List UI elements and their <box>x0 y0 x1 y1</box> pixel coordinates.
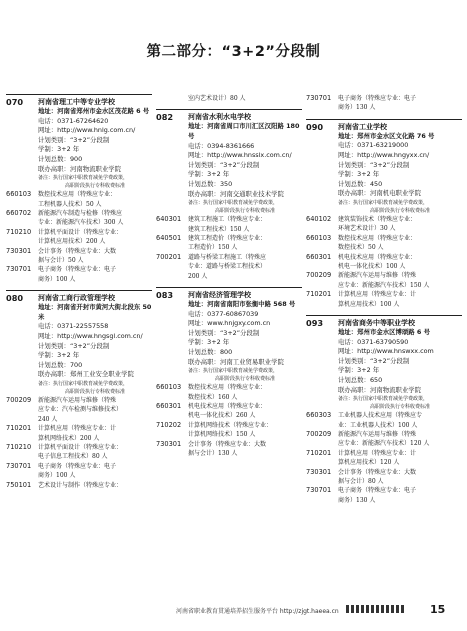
major-text <box>188 234 302 253</box>
major-line: 环境艺术设计）30 人 <box>338 225 396 233</box>
school-detail: 计划总数：350 <box>188 179 233 188</box>
major-text <box>38 209 152 228</box>
major-code: 660103 <box>306 233 332 242</box>
major-line: 数控技术）50 人 <box>338 244 384 252</box>
major-code: 710201 <box>6 424 32 433</box>
major-line: 会计事务（特殊应专业：大数 <box>188 440 267 448</box>
major-row <box>6 462 152 481</box>
school-note: 高职阶段执行专科收费标准 <box>64 183 125 190</box>
school-detail: 计划类别：“3+2”分段制 <box>38 135 110 144</box>
major-code: 660702 <box>6 208 32 217</box>
major-line: 计算机应用（特殊应专业：计 <box>338 291 417 299</box>
major-code: 730701 <box>306 486 332 495</box>
major-line: 艺术设计与制作（特殊应专业： <box>38 481 123 489</box>
major-row <box>306 411 462 430</box>
school-detail: 电话：0394-8361666 <box>188 141 255 150</box>
major-line: 200 人 <box>188 272 208 280</box>
major-code: 660303 <box>306 411 332 420</box>
school-detail: 计划总数：800 <box>188 347 233 356</box>
school-detail: 电话：0371-22557558 <box>38 322 109 331</box>
school-note: 高职阶段执行专科收费标准 <box>214 376 275 383</box>
major-line: 电子商务（特殊应专业：电子 <box>38 266 117 274</box>
school-detail: 学制：3+2 年 <box>38 145 80 154</box>
major-row <box>6 396 152 424</box>
major-row <box>306 94 462 113</box>
school-detail: 联办高职：河南物流职业学院 <box>38 164 122 173</box>
school-header <box>306 122 462 215</box>
school-header <box>6 97 152 190</box>
major-code: 730301 <box>306 467 332 476</box>
school-info <box>188 290 302 383</box>
school-header <box>156 290 302 383</box>
school-info <box>38 97 152 190</box>
major-row <box>6 190 152 209</box>
major-line: 数控技术应用（特殊应专业： <box>38 191 117 199</box>
column-left <box>6 94 152 490</box>
major-line: 据与会计）80 人 <box>338 478 384 486</box>
major-text <box>338 411 462 430</box>
major-line: 计算机应用技术）200 人 <box>38 238 106 246</box>
school-detail: 联办高职：郑州工业安全职业学院 <box>38 370 134 379</box>
major-text <box>38 424 152 443</box>
school-detail: 网址：http://www.hngyxx.cn/ <box>338 151 430 159</box>
major-line: 机电技术应用（特殊应专业： <box>188 402 267 410</box>
page-title: 第二部分：“3+2”分段制 <box>146 44 321 60</box>
major-line: 计算机平面设计（特殊应专业： <box>38 228 123 236</box>
major-row <box>156 253 302 281</box>
major-row <box>156 234 302 253</box>
school-detail: 电话：0371-67264620 <box>38 116 109 125</box>
school-detail: 网址：http://www.hngsgl.com.cn/ <box>38 332 143 340</box>
major-code: 640102 <box>306 214 332 223</box>
major-row <box>306 253 462 272</box>
major-text <box>188 215 302 234</box>
school-detail: 计划类别：“3+2”分段制 <box>338 160 410 169</box>
school-detail: 计划总数：650 <box>338 376 383 384</box>
major-line: 电子商务（特殊应专业：电子 <box>38 462 117 470</box>
major-text <box>188 440 302 459</box>
school-block <box>156 109 302 281</box>
school-code: 093 <box>306 318 324 329</box>
major-row <box>6 424 152 443</box>
major-line: 新能源汽车运用与维修（特殊 <box>338 431 417 438</box>
major-code: 700209 <box>306 430 332 438</box>
major-row <box>6 228 152 247</box>
major-code: 710201 <box>306 448 332 457</box>
major-row <box>306 234 462 253</box>
school-block <box>156 287 302 458</box>
major-line: 机电一体化技术）100 人 <box>338 263 406 270</box>
major-line: 应专业：新能源汽车技术）120 人 <box>338 440 430 448</box>
major-text <box>38 396 152 424</box>
school-note: 高职阶段执行专科收费标准 <box>64 388 125 395</box>
major-line: 建筑装饰技术（特殊应专业： <box>338 215 417 223</box>
major-line: 240 人 <box>38 415 58 423</box>
major-code: 730301 <box>156 439 182 448</box>
school-note: 备注：执行国家中职教育减免学费政策， <box>338 199 429 206</box>
major-line: 算机应用技术）100 人 <box>338 300 400 308</box>
column-right <box>306 94 462 505</box>
school-block <box>306 119 462 309</box>
major-line: 会计事务（特殊应专业：大数 <box>38 247 117 255</box>
school-detail: 计划类别：“3+2”分段制 <box>188 160 260 169</box>
major-line: 计算机平面设计（特殊应专业： <box>38 444 123 451</box>
major-line: 据与会计）50 人 <box>38 257 84 264</box>
major-text <box>338 215 462 234</box>
major-line: 数控技术应用（特殊应专业： <box>188 384 267 392</box>
major-row <box>306 290 462 309</box>
major-text <box>38 247 152 266</box>
major-line: 工程造价）150 人 <box>188 244 238 252</box>
section-rule <box>156 109 302 110</box>
major-code: 660301 <box>156 401 182 410</box>
school-detail: 计划类别：“3+2”分段制 <box>338 356 410 365</box>
major-code: 660103 <box>6 190 32 199</box>
major-row <box>156 215 302 234</box>
school-name: 河南省商务中等职业学校 <box>338 319 415 328</box>
major-line: 计算机网络技术（特殊应专业： <box>188 421 273 429</box>
school-code: 080 <box>6 293 24 304</box>
major-line: 电子商务（特殊应专业：电子 <box>338 487 417 495</box>
major-code: 710201 <box>306 290 332 299</box>
major-line: 商务）100 人 <box>38 275 76 283</box>
school-detail: 网址：http://www.hnswxx.com <box>338 347 434 356</box>
school-detail: 地址：河南省周口市川汇区汉阳路 180 号 <box>188 122 300 140</box>
major-code: 730701 <box>6 265 32 274</box>
school-detail: 电话：0371-63219000 <box>338 141 409 150</box>
major-row <box>6 209 152 228</box>
school-detail: 地址：郑州市金水区博颂路 6 号 <box>338 328 430 337</box>
school-detail: 计划类别：“3+2”分段制 <box>188 328 260 337</box>
major-row <box>156 402 302 421</box>
major-row <box>306 449 462 468</box>
school-detail: 网址：http://www.hnsslx.com.cn/ <box>188 151 292 160</box>
major-row <box>156 421 302 440</box>
major-code: 700209 <box>306 271 332 280</box>
footer-platform-text: 河南省职业教育贯通培养招生服务平台 http://zjgt.haeea.cn <box>176 608 339 615</box>
major-code: 700209 <box>6 395 32 404</box>
major-line: 据与会计）130 人 <box>188 450 238 457</box>
school-note: 备注：执行国家中职教育减免学费政策， <box>338 396 429 403</box>
school-detail: 地址：河南省南阳市张衡中路 568 号 <box>188 300 296 308</box>
major-line: 商务）100 人 <box>38 472 76 480</box>
school-note: 高职阶段执行专科收费标准 <box>214 208 275 215</box>
major-row <box>306 468 462 487</box>
major-code: 750101 <box>6 480 32 489</box>
major-text <box>188 94 302 103</box>
school-detail: 计划总数：450 <box>338 179 383 188</box>
major-text <box>338 290 462 309</box>
major-text <box>338 449 462 468</box>
school-header <box>156 112 302 215</box>
major-text <box>338 430 462 449</box>
major-line: 建筑工程施工（特殊应专业： <box>188 216 267 224</box>
school-note: 备注：执行国家中职教育减免学费政策， <box>188 200 279 207</box>
major-row <box>306 430 462 449</box>
school-info <box>38 293 152 396</box>
major-line: 业：工业机器人技术）100 人 <box>338 421 418 429</box>
school-note: 高职阶段执行专科收费标准 <box>369 207 430 214</box>
school-detail: 学制：3+2 年 <box>188 170 230 179</box>
major-code: 660301 <box>306 252 332 261</box>
major-text <box>338 486 462 505</box>
school-detail: 地址：郑州市金水区文化路 76 号 <box>338 131 435 140</box>
school-info <box>338 122 462 215</box>
major-row <box>156 94 302 103</box>
major-line: 商务）130 人 <box>338 496 376 504</box>
major-text <box>38 190 152 209</box>
major-code: 700201 <box>156 252 182 261</box>
major-line: 应专业：新能源汽车技术）150 人 <box>338 281 430 289</box>
school-detail: 学制：3+2 年 <box>188 338 230 347</box>
school-detail: 联办高职：河南物流职业学院 <box>338 385 422 394</box>
major-text <box>338 234 462 253</box>
major-line: 建筑工程技术）150 人 <box>188 225 250 233</box>
major-line: 工程机器人技术）50 人 <box>38 200 102 208</box>
major-line: 应专业：汽车检测与维修技术） <box>38 406 123 414</box>
school-name: 河南省理工中等专业学校 <box>38 98 115 106</box>
major-text <box>338 271 462 290</box>
school-detail: 地址：河南省开封市黄河大街北段东 50 米 <box>38 303 152 321</box>
major-line: 商务）130 人 <box>338 104 376 112</box>
school-header <box>306 318 462 411</box>
school-block <box>156 94 302 103</box>
school-detail: 联办高职：河南交通职业技术学院 <box>188 189 284 198</box>
major-text <box>38 462 152 481</box>
major-code <box>156 94 188 103</box>
school-code: 070 <box>6 97 24 107</box>
school-detail: 计划总数：700 <box>38 360 83 369</box>
school-note: 高职阶段执行专科收费标准 <box>369 404 430 411</box>
major-row <box>306 215 462 234</box>
school-name: 河南省经济管理学校 <box>188 291 251 299</box>
school-note: 备注：执行国家中职教育减免学费政策， <box>38 380 129 387</box>
section-rule <box>306 315 462 316</box>
major-code: 730701 <box>306 94 332 102</box>
section-rule <box>156 287 302 288</box>
major-line: 计算机应用（特殊应专业：计 <box>338 449 417 457</box>
major-text <box>188 402 302 421</box>
school-info <box>188 112 302 215</box>
section-rule <box>306 119 462 120</box>
major-code: 660103 <box>156 383 182 392</box>
major-line: 数控技术应用（特殊应专业： <box>338 234 417 242</box>
major-line: 室内艺术设计）80 人 <box>188 95 246 102</box>
major-row <box>306 486 462 505</box>
major-line: 机电一体化技术）260 人 <box>188 412 256 420</box>
school-detail: 学制：3+2 年 <box>338 170 380 179</box>
major-text <box>338 468 462 487</box>
major-text <box>188 421 302 440</box>
school-block <box>6 94 152 284</box>
school-block <box>306 315 462 505</box>
barcode-graphic <box>346 605 406 613</box>
major-line: 新能源汽车运用与维修（特殊 <box>38 396 117 404</box>
major-line: 电子商务（特殊应专业：电子 <box>338 95 417 102</box>
school-detail: 电话：0371-63790590 <box>338 337 409 346</box>
school-name: 河南省工商行政管理学校 <box>38 294 115 303</box>
major-line: 计算机应用（特殊应专业：计 <box>38 425 117 433</box>
major-line: 新能源汽车运用与维修（特殊 <box>338 272 417 280</box>
school-detail: 学制：3+2 年 <box>338 366 380 375</box>
school-block <box>306 94 462 113</box>
school-name: 河南省水利水电学校 <box>188 113 251 122</box>
major-row <box>156 440 302 459</box>
major-row <box>6 443 152 462</box>
major-line: 机电技术应用（特殊应专业： <box>338 253 417 261</box>
major-text <box>338 94 462 113</box>
school-block <box>6 290 152 490</box>
major-text <box>38 228 152 247</box>
school-detail: 计划总数：900 <box>38 154 83 163</box>
major-line: 专业：道路与桥梁工程技术） <box>188 263 267 271</box>
section-rule <box>6 94 152 95</box>
major-line: 算机应用技术）120 人 <box>338 459 400 467</box>
school-name: 河南省工业学校 <box>338 122 387 131</box>
major-line: 建筑工程造价（特殊应专业： <box>188 234 267 242</box>
major-text <box>38 265 152 284</box>
school-detail: 网址：www.hnjgxy.com.cn <box>188 319 271 328</box>
page-number: 15 <box>430 603 446 616</box>
major-text <box>188 383 302 402</box>
major-text <box>188 253 302 281</box>
major-row <box>306 271 462 290</box>
major-code: 710210 <box>6 443 32 451</box>
school-note: 备注：执行国家中职教育减免学费政策， <box>188 368 279 375</box>
major-line: 新能源汽车制造与检修（特殊应 <box>38 209 123 217</box>
major-line: 数控技术）160 人 <box>188 393 238 401</box>
major-line: 工业机器人技术应用（特殊应专 <box>338 412 423 420</box>
school-detail: 网址：http://www.hnlg.com.cn/ <box>38 126 136 135</box>
major-row <box>6 481 152 490</box>
page-footer <box>0 600 467 620</box>
major-line: 计算机网络技术）150 人 <box>188 431 256 439</box>
major-line: 专业：新能源汽车技术）300 人 <box>38 219 124 227</box>
major-code: 730301 <box>6 246 32 255</box>
section-rule <box>6 290 152 291</box>
school-code: 090 <box>306 121 324 132</box>
major-text <box>38 481 152 490</box>
major-row <box>156 383 302 402</box>
school-detail: 联办高职：河南机电职业学院 <box>338 189 422 198</box>
major-code: 710202 <box>156 420 182 429</box>
major-text <box>38 443 152 462</box>
school-detail: 计划类别：“3+2”分段制 <box>38 341 110 350</box>
major-row <box>6 265 152 284</box>
major-text <box>338 253 462 272</box>
school-detail: 地址：河南省郑州市金水区茂花路 6 号 <box>38 107 150 115</box>
school-header <box>6 293 152 396</box>
major-line: 电子信息工程技术）80 人 <box>38 453 108 461</box>
school-code: 082 <box>156 112 174 123</box>
major-line: 道路与桥梁工程施工（特殊应 <box>188 253 267 261</box>
school-detail: 联办高职：河南工业贸易职业学院 <box>188 357 284 366</box>
school-detail: 电话：0377-60867039 <box>188 309 259 318</box>
major-line: 会计事务（特殊应专业：大数 <box>338 468 417 476</box>
major-code: 640301 <box>156 215 182 224</box>
major-code: 640501 <box>156 233 182 242</box>
major-line: 算机网络技术）200 人 <box>38 434 100 442</box>
major-row <box>6 247 152 266</box>
school-note: 备注：执行国家中职教育减免学费政策， <box>38 175 129 182</box>
major-code: 710210 <box>6 227 32 236</box>
school-detail: 学制：3+2 年 <box>38 351 80 360</box>
school-info <box>338 318 462 411</box>
column-middle <box>156 94 302 458</box>
major-code: 730701 <box>6 461 32 470</box>
school-code: 083 <box>156 290 174 300</box>
